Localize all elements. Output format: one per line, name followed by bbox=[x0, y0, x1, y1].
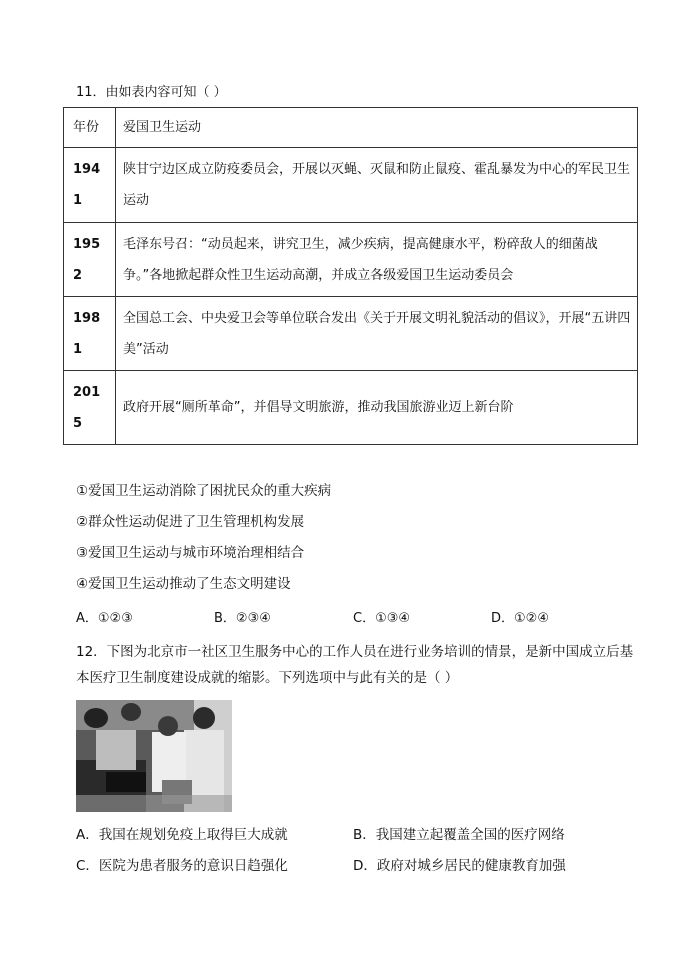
table-row bbox=[64, 297, 638, 371]
q12-choice-b[interactable]: B．我国建立起覆盖全国的医疗网络 bbox=[353, 827, 565, 843]
table-cell-content: 陕甘宁边区成立防疫委员会，开展以灭蝇、灭鼠和防止鼠疫、霍乱暴发为中心的军民卫生运动 bbox=[116, 148, 638, 223]
statement-4: ④爱国卫生运动推动了生态文明建设 bbox=[76, 576, 291, 592]
q12-choice-c[interactable]: C．医院为患者服务的意识日趋强化 bbox=[76, 858, 288, 874]
content-header: 爱国卫生运动 bbox=[116, 108, 638, 148]
table-header-row bbox=[64, 108, 638, 148]
table-cell-content: 全国总工会、中央爱卫会等单位联合发出《关于开展文明礼貌活动的倡议》，开展“五讲四美”活动 bbox=[116, 297, 638, 371]
training-photo bbox=[76, 700, 232, 812]
choice-d[interactable]: D．①②④ bbox=[491, 611, 549, 626]
q11-choices bbox=[76, 607, 636, 627]
question-12-title: 12．下图为北京市一社区卫生服务中心的工作人员在进行业务培训的情景，是新中国成立后基本医疗卫生制度建设成就的缩影。下列选项中与此有关的是（ ） bbox=[76, 644, 634, 686]
statement-3: ③爱国卫生运动与城市环境治理相结合 bbox=[76, 545, 305, 561]
year-header: 年份 bbox=[64, 108, 116, 148]
table-row bbox=[64, 223, 638, 297]
question-11-title: 11．由如表内容可知（ ） bbox=[76, 85, 227, 100]
table-cell-year: 1952 bbox=[64, 223, 116, 297]
statement-1: ①爱国卫生运动消除了困扰民众的重大疾病 bbox=[76, 483, 332, 499]
history-table bbox=[63, 107, 638, 445]
table-row bbox=[64, 148, 638, 223]
table-row bbox=[64, 371, 638, 445]
statement-2: ②群众性运动促进了卫生管理机构发展 bbox=[76, 514, 305, 530]
table-cell-year: 1981 bbox=[64, 297, 116, 371]
q12-choice-d[interactable]: D．政府对城乡居民的健康教育加强 bbox=[353, 858, 566, 874]
q12-choice-a[interactable]: A．我国在规划免疫上取得巨大成就 bbox=[76, 827, 288, 843]
choice-a[interactable]: A．①②③ bbox=[76, 611, 133, 626]
choice-b[interactable]: B．②③④ bbox=[214, 611, 271, 626]
table-cell-year: 2015 bbox=[64, 371, 116, 445]
table-cell-content: 毛泽东号召：“动员起来，讲究卫生，减少疾病，提高健康水平，粉碎敌人的细菌战争。”各地掀起群众性卫生运动高潮，并成立各级爱国卫生运动委员会 bbox=[116, 223, 638, 297]
choice-c[interactable]: C．①③④ bbox=[353, 611, 411, 626]
table-cell-year: 1941 bbox=[64, 148, 116, 223]
table-cell-content: 政府开展“厕所革命”，并倡导文明旅游，推动我国旅游业迈上新台阶 bbox=[116, 371, 638, 445]
